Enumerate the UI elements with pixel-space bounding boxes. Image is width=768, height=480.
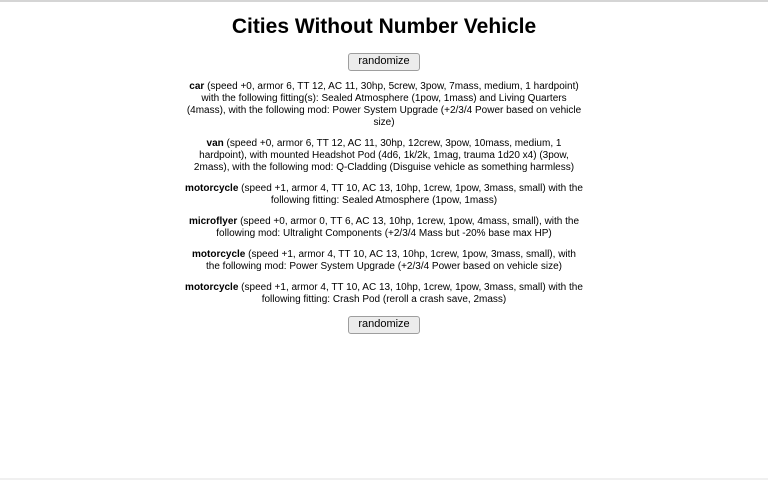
- vehicle-name: motorcycle: [185, 282, 239, 293]
- vehicle-description: (speed +0, armor 0, TT 6, AC 13, 10hp, 1crew, 1pow, 4mass, small), with the following mod: Ultralight Components (+2/3/4 Mass but -20% base max HP): [216, 216, 580, 239]
- page-title: Cities Without Number Vehicle: [231, 15, 537, 38]
- vehicle-generator-page: [0, 15, 768, 334]
- randomize-button-bottom[interactable]: randomize: [348, 316, 419, 334]
- vehicle-description: (speed +1, armor 4, TT 10, AC 13, 10hp, 1crew, 1pow, 3mass, small) with the following fitting: Sealed Atmosphere (1pow, 1mass): [238, 183, 583, 206]
- vehicle-entry: [184, 138, 584, 174]
- vehicle-entry: [184, 81, 584, 129]
- vehicle-name: motorcycle: [185, 183, 239, 194]
- vehicle-name: car: [189, 81, 205, 92]
- vehicle-description: (speed +0, armor 6, TT 12, AC 11, 30hp, 5crew, 3pow, 7mass, medium, 1 hardpoint) with the following fitting(s): Sealed Atmosphere (1pow, 1mass) and Living Quarters (4mass), with the following mod: Power System Upgrade (+2/3/4 Power based on vehicle size): [186, 81, 582, 128]
- top-button-row: [0, 51, 768, 71]
- window-top-border: [0, 0, 768, 2]
- vehicle-entry: [184, 282, 584, 306]
- bottom-button-row: [184, 316, 584, 334]
- vehicle-name: van: [206, 138, 224, 149]
- vehicle-result-list: [184, 81, 584, 334]
- vehicle-entry: [184, 249, 584, 273]
- randomize-button-top[interactable]: randomize: [348, 53, 419, 71]
- vehicle-entry: [184, 183, 584, 207]
- vehicle-name: motorcycle: [192, 249, 246, 260]
- vehicle-description: (speed +0, armor 6, TT 12, AC 11, 30hp, 12crew, 3pow, 10mass, medium, 1 hardpoint), with mounted Headshot Pod (4d6, 1k/2k, 1mag, trauma 1d20 x4) (3pow, 2mass), with the following mod: Q-Cladding (Disguise vehicle as something harmless): [193, 138, 575, 173]
- vehicle-entry: [184, 216, 584, 240]
- vehicle-name: microflyer: [188, 216, 238, 227]
- vehicle-description: (speed +1, armor 4, TT 10, AC 13, 10hp, 1crew, 1pow, 3mass, small) with the following fitting: Crash Pod (reroll a crash save, 2mass): [238, 282, 583, 305]
- vehicle-description: (speed +1, armor 4, TT 10, AC 13, 10hp, 1crew, 1pow, 3mass, small), with the following mod: Power System Upgrade (+2/3/4 Power based on vehicle size): [205, 249, 576, 272]
